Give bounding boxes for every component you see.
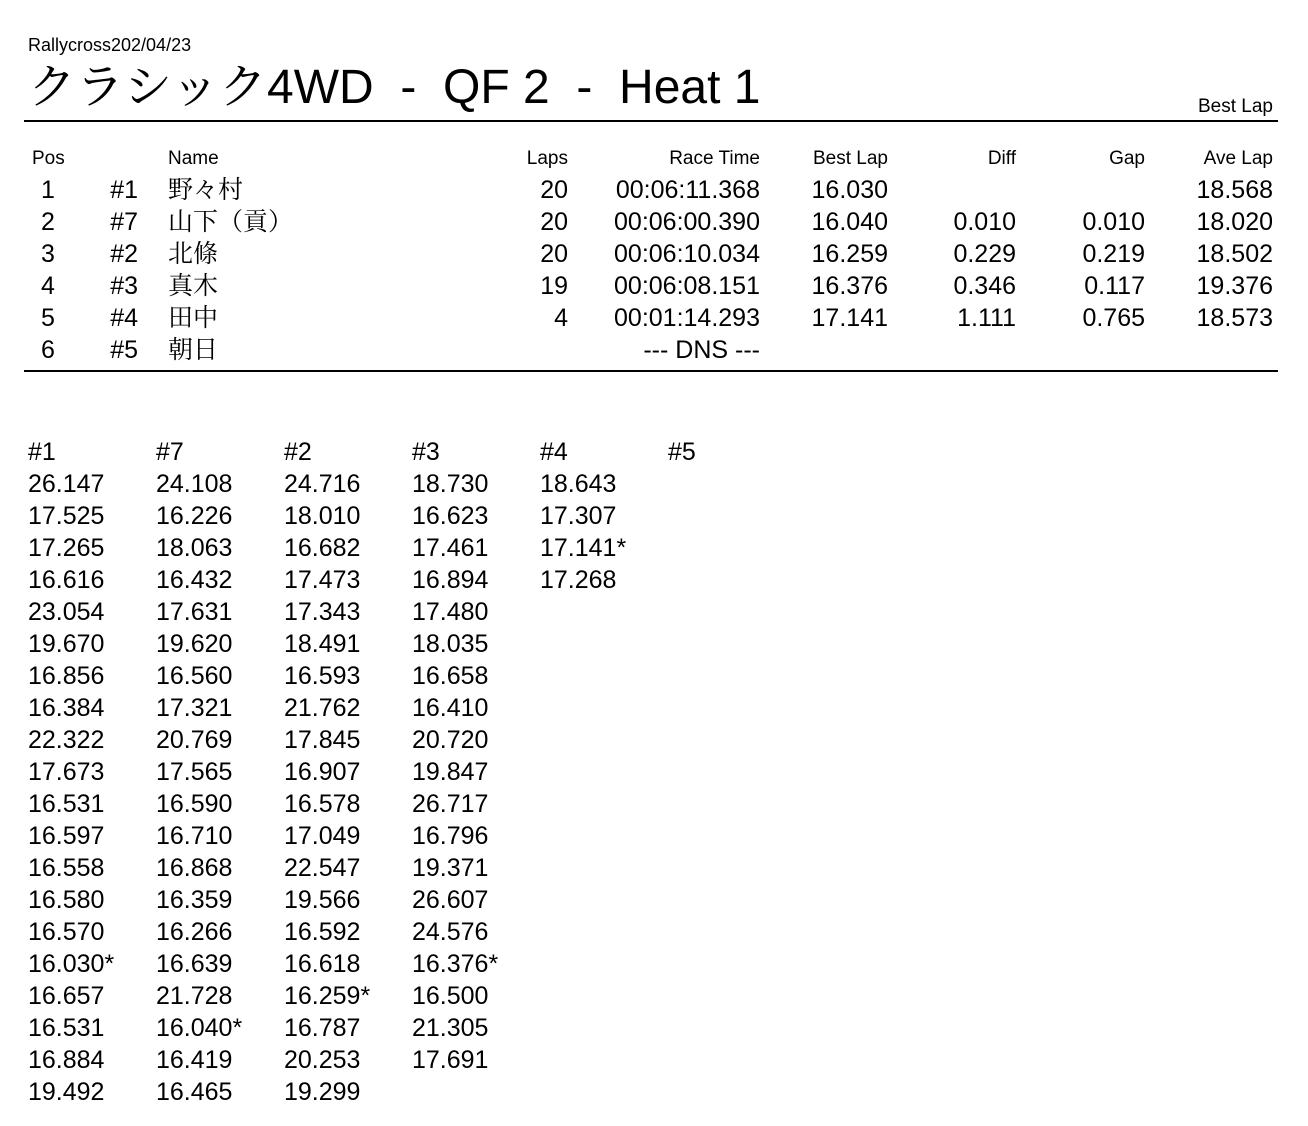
lap-time: 26.147 xyxy=(28,470,105,498)
lap-time: 22.547 xyxy=(284,854,361,882)
lap-time: 18.730 xyxy=(412,470,489,498)
lap-column xyxy=(28,436,114,1108)
result-gap: 0.219 xyxy=(1082,240,1145,268)
result-car-number: #2 xyxy=(110,240,138,268)
result-gap: 0.010 xyxy=(1082,208,1145,236)
lap-time: 16.710 xyxy=(156,822,233,850)
lap-time: 16.787 xyxy=(284,1014,361,1042)
col-header-pos: Pos xyxy=(32,148,65,169)
lap-time: 17.268 xyxy=(540,566,617,594)
lap-time: 21.762 xyxy=(284,694,361,722)
result-gap: 0.765 xyxy=(1082,304,1145,332)
result-pos: 1 xyxy=(41,176,55,204)
lap-time: 24.716 xyxy=(284,470,361,498)
lap-time: 17.565 xyxy=(156,758,233,786)
result-car-number: #4 xyxy=(110,304,138,332)
lap-time: 17.631 xyxy=(156,598,233,626)
lap-time: 16.465 xyxy=(156,1078,233,1106)
col-header-gap: Gap xyxy=(1109,148,1145,169)
col-header-diff: Diff xyxy=(987,148,1016,169)
result-row-dns xyxy=(0,334,1308,366)
lap-column xyxy=(156,436,242,1108)
result-laps: 20 xyxy=(540,176,568,204)
lap-column xyxy=(284,436,370,1108)
lap-time: 17.265 xyxy=(28,534,105,562)
result-driver-name: 田中 xyxy=(168,304,219,332)
lap-time: 16.639 xyxy=(156,950,233,978)
lap-time: 26.717 xyxy=(412,790,489,818)
lap-time: 17.343 xyxy=(284,598,361,626)
lap-time: 16.796 xyxy=(412,822,489,850)
col-header-best-lap: Best Lap xyxy=(813,148,888,169)
lap-time: 16.531 xyxy=(28,790,105,818)
lap-time: 16.359 xyxy=(156,886,233,914)
lap-time: 23.054 xyxy=(28,598,105,626)
lap-time: 16.030* xyxy=(28,950,115,978)
lap-time: 20.720 xyxy=(412,726,489,754)
result-driver-name: 山下（貢） xyxy=(168,208,294,236)
lap-time: 18.491 xyxy=(284,630,361,658)
result-dns-status: --- DNS --- xyxy=(643,336,760,364)
lap-time: 16.226 xyxy=(156,502,233,530)
lap-time: 19.847 xyxy=(412,758,489,786)
lap-time: 19.670 xyxy=(28,630,105,658)
lap-column xyxy=(668,436,696,468)
lap-time: 16.259* xyxy=(284,982,371,1010)
result-driver-name: 真木 xyxy=(168,272,219,300)
results-header-row xyxy=(0,148,1308,170)
result-row xyxy=(0,174,1308,206)
lap-time: 16.570 xyxy=(28,918,105,946)
lap-time: 16.868 xyxy=(156,854,233,882)
result-diff: 0.229 xyxy=(953,240,1016,268)
lap-time: 16.597 xyxy=(28,822,105,850)
lap-time: 16.376* xyxy=(412,950,499,978)
lap-time: 16.266 xyxy=(156,918,233,946)
result-laps: 19 xyxy=(540,272,568,300)
lap-time: 18.035 xyxy=(412,630,489,658)
lap-time: 16.590 xyxy=(156,790,233,818)
lap-time: 17.321 xyxy=(156,694,233,722)
result-best-lap: 16.040 xyxy=(811,208,888,236)
lap-time: 17.525 xyxy=(28,502,105,530)
lap-time: 18.010 xyxy=(284,502,361,530)
lap-time: 16.558 xyxy=(28,854,105,882)
result-driver-name: 野々村 xyxy=(168,176,244,204)
result-race-time: 00:06:00.390 xyxy=(614,208,760,236)
lap-time: 16.419 xyxy=(156,1046,233,1074)
lap-time: 16.531 xyxy=(28,1014,105,1042)
result-laps: 20 xyxy=(540,240,568,268)
lap-time: 16.658 xyxy=(412,662,489,690)
lap-column-header: #7 xyxy=(156,438,184,466)
lap-column-header: #4 xyxy=(540,438,568,466)
lap-time: 16.560 xyxy=(156,662,233,690)
lap-time: 24.576 xyxy=(412,918,489,946)
lap-time: 19.492 xyxy=(28,1078,105,1106)
result-pos: 4 xyxy=(41,272,55,300)
result-diff: 0.346 xyxy=(953,272,1016,300)
result-driver-name: 朝日 xyxy=(168,336,219,364)
result-race-time: 00:06:10.034 xyxy=(614,240,760,268)
report-type-label: Best Lap xyxy=(1198,96,1273,117)
lap-time: 22.322 xyxy=(28,726,105,754)
result-car-number: #5 xyxy=(110,336,138,364)
lap-time: 19.620 xyxy=(156,630,233,658)
lap-time: 16.616 xyxy=(28,566,105,594)
lap-time: 16.410 xyxy=(412,694,489,722)
lap-time: 20.769 xyxy=(156,726,233,754)
result-laps: 20 xyxy=(540,208,568,236)
lap-time: 18.643 xyxy=(540,470,617,498)
result-ave-lap: 18.573 xyxy=(1196,304,1273,332)
result-driver-name: 北條 xyxy=(168,240,219,268)
lap-time: 16.500 xyxy=(412,982,489,1010)
lap-time: 17.461 xyxy=(412,534,489,562)
lap-time: 17.845 xyxy=(284,726,361,754)
result-race-time: 00:06:08.151 xyxy=(614,272,760,300)
top-divider xyxy=(24,120,1278,122)
result-pos: 2 xyxy=(41,208,55,236)
lap-time: 16.682 xyxy=(284,534,361,562)
result-laps: 4 xyxy=(554,304,568,332)
lap-time: 17.691 xyxy=(412,1046,489,1074)
result-best-lap: 16.259 xyxy=(811,240,888,268)
lap-column-header: #3 xyxy=(412,438,440,466)
page-title: クラシック4WD - QF 2 - Heat 1 xyxy=(28,61,761,114)
lap-time: 17.673 xyxy=(28,758,105,786)
lap-time: 17.473 xyxy=(284,566,361,594)
result-pos: 6 xyxy=(41,336,55,364)
result-best-lap: 16.376 xyxy=(811,272,888,300)
result-row xyxy=(0,238,1308,270)
result-car-number: #3 xyxy=(110,272,138,300)
lap-time: 17.141* xyxy=(540,534,627,562)
results-table xyxy=(0,148,1308,366)
lap-column-header: #5 xyxy=(668,438,696,466)
lap-column xyxy=(540,436,626,596)
lap-column-header: #2 xyxy=(284,438,312,466)
lap-time: 19.371 xyxy=(412,854,489,882)
lap-time: 26.607 xyxy=(412,886,489,914)
lap-time: 21.728 xyxy=(156,982,233,1010)
lap-time: 19.299 xyxy=(284,1078,361,1106)
lap-time: 16.894 xyxy=(412,566,489,594)
col-header-race-time: Race Time xyxy=(669,148,760,169)
lap-time: 16.623 xyxy=(412,502,489,530)
lap-time: 16.657 xyxy=(28,982,105,1010)
lap-time: 16.618 xyxy=(284,950,361,978)
result-ave-lap: 19.376 xyxy=(1196,272,1273,300)
lap-time: 20.253 xyxy=(284,1046,361,1074)
result-ave-lap: 18.502 xyxy=(1196,240,1273,268)
result-car-number: #1 xyxy=(110,176,138,204)
result-race-time: 00:01:14.293 xyxy=(614,304,760,332)
result-pos: 3 xyxy=(41,240,55,268)
lap-time: 19.566 xyxy=(284,886,361,914)
result-race-time: 00:06:11.368 xyxy=(615,176,760,204)
lap-time: 16.884 xyxy=(28,1046,105,1074)
result-best-lap: 17.141 xyxy=(811,304,888,332)
result-pos: 5 xyxy=(41,304,55,332)
col-header-laps: Laps xyxy=(526,148,568,169)
lap-time: 16.040* xyxy=(156,1014,243,1042)
lap-time: 17.307 xyxy=(540,502,617,530)
result-gap: 0.117 xyxy=(1084,272,1145,300)
lap-time: 16.578 xyxy=(284,790,361,818)
result-diff: 1.111 xyxy=(957,304,1016,332)
lap-time: 16.593 xyxy=(284,662,361,690)
lap-time: 18.063 xyxy=(156,534,233,562)
result-best-lap: 16.030 xyxy=(811,176,888,204)
lap-time: 16.592 xyxy=(284,918,361,946)
result-ave-lap: 18.568 xyxy=(1196,176,1273,204)
result-car-number: #7 xyxy=(110,208,138,236)
bottom-divider xyxy=(24,370,1278,372)
result-ave-lap: 18.020 xyxy=(1196,208,1273,236)
lap-time: 24.108 xyxy=(156,470,233,498)
result-diff: 0.010 xyxy=(953,208,1016,236)
lap-time: 16.856 xyxy=(28,662,105,690)
lap-time: 21.305 xyxy=(412,1014,489,1042)
col-header-ave-lap: Ave Lap xyxy=(1203,148,1273,169)
lap-time: 17.480 xyxy=(412,598,489,626)
lap-time: 16.432 xyxy=(156,566,233,594)
result-row xyxy=(0,270,1308,302)
lap-time: 16.580 xyxy=(28,886,105,914)
event-subtitle: Rallycross202/04/23 xyxy=(28,35,192,55)
lap-column xyxy=(412,436,498,1076)
result-row xyxy=(0,206,1308,238)
lap-time: 16.384 xyxy=(28,694,105,722)
lap-time: 17.049 xyxy=(284,822,361,850)
col-header-name: Name xyxy=(168,148,219,169)
lap-time: 16.907 xyxy=(284,758,361,786)
lap-column-header: #1 xyxy=(28,438,56,466)
result-row xyxy=(0,302,1308,334)
